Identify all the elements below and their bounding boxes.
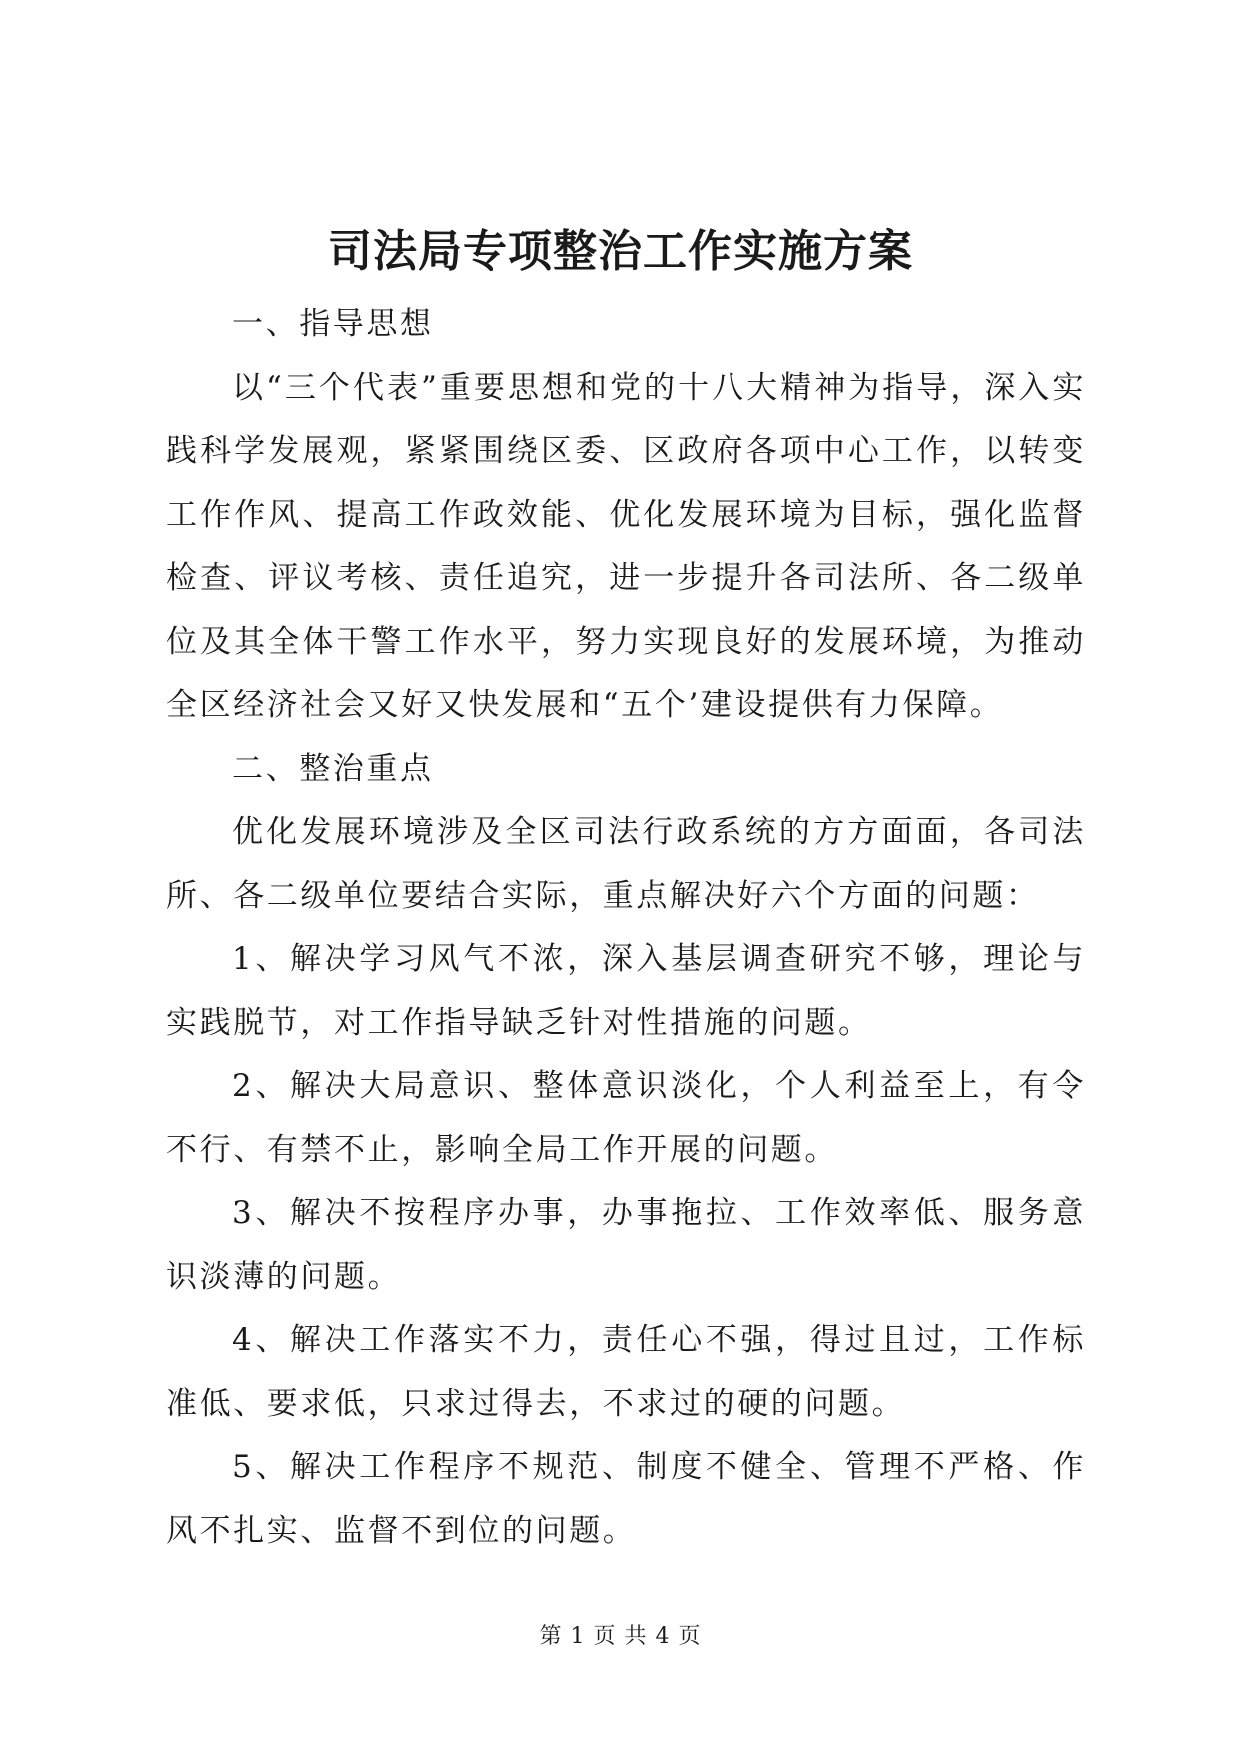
list-item-5: 5、解决工作程序不规范、制度不健全、管理不严格、作风不扎实、监督不到位的问题。 [166,1449,1086,1549]
document-title: 司法局专项整治工作实施方案 [328,226,913,277]
list-item-1: 1、解决学习风气不浓，深入基层调查研究不够，理论与实践脱节，对工作指导缺乏针对性措施的问题。 [166,941,1086,1041]
document-body [166,293,1086,1563]
section-heading-rectification-focus: 二、整治重点 [232,750,434,787]
list-item-2: 2、解决大局意识、整体意识淡化，个人利益至上，有令不行、有禁不止，影响全局工作开展的问题。 [166,1068,1086,1168]
paragraph-rectification-intro: 优化发展环境涉及全区司法行政系统的方方面面，各司法所、各二级单位要结合实际，重点解决好六个方面的问题： [166,814,1086,914]
page-footer: 第 1 页 共 4 页 [539,1624,702,1649]
list-item-3: 3、解决不按程序办事，办事拖拉、工作效率低、服务意识淡薄的问题。 [166,1195,1086,1295]
section-heading-guiding-ideology: 一、指导思想 [232,306,434,342]
paragraph-guiding-ideology: 以“三个代表”重要思想和党的十八大精神为指导，深入实践科学发展观，紧紧围绕区委、区政府各项中心工作，以转变工作作风、提高工作政效能、优化发展环境为目标，强化监督检查、评议考核、责任追究，进一步提升各司法所、各二级单位及其全体干警工作水平，努力实现良好的发展环境，为推动全区经济社会又好又快发展和“五个’建设提供有力保障。 [166,369,1086,723]
list-item-4: 4、解决工作落实不力，责任心不强，得过且过，工作标准低、要求低，只求过得去，不求过的硬的问题。 [166,1322,1086,1422]
